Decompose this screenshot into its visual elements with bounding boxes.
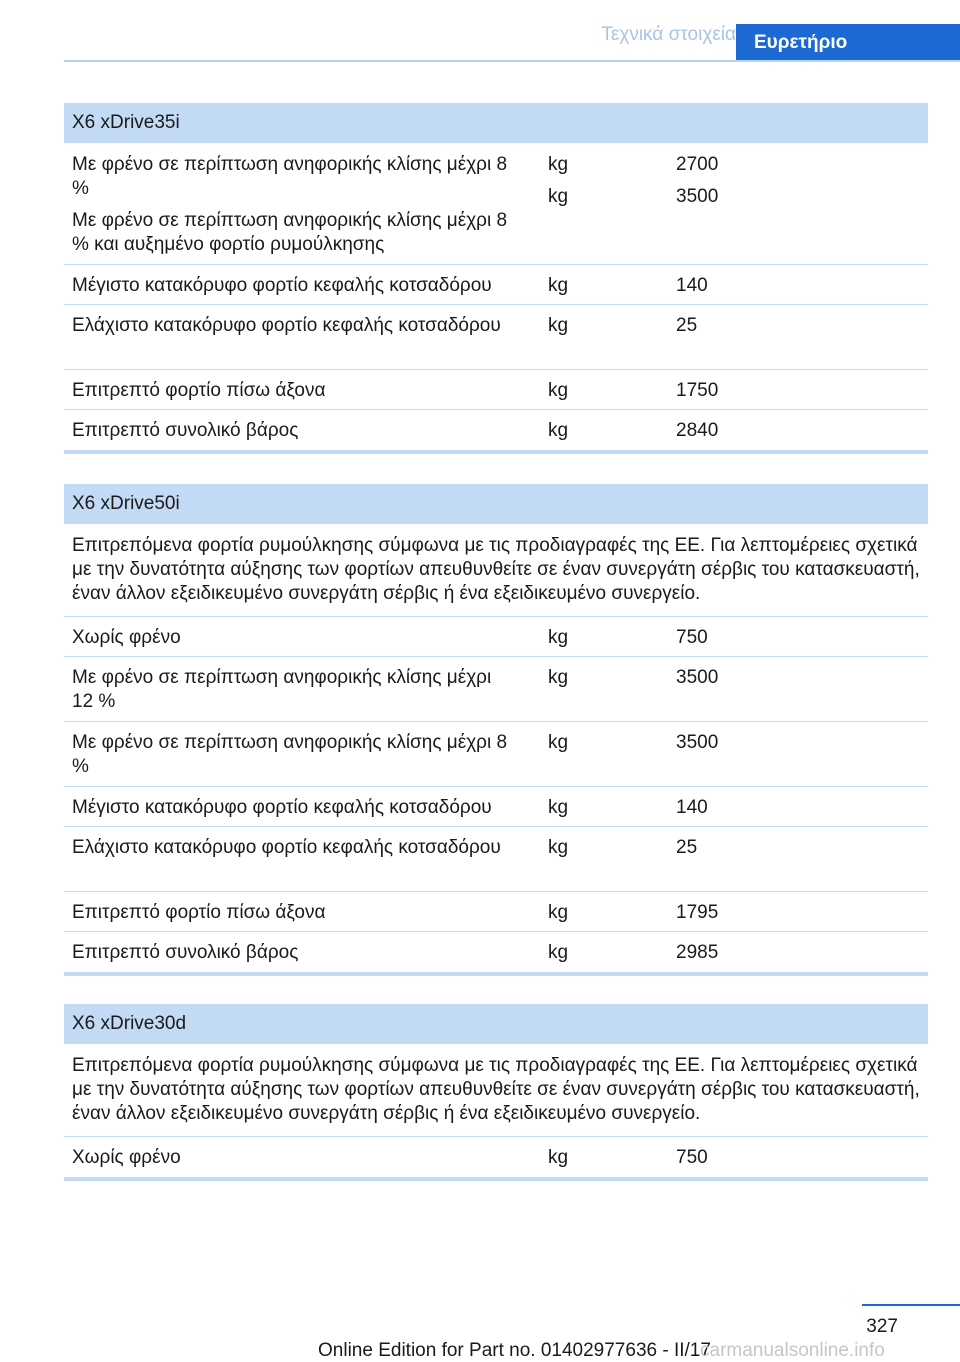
row-value: 3500 bbox=[676, 667, 719, 688]
section-title: X6 xDrive35i bbox=[64, 103, 928, 143]
tab-technical-data[interactable]: Τεχνικά στοιχεία bbox=[601, 24, 736, 45]
row-label: Ελάχιστο κατακόρυφο φορτίο κεφαλής κοτσαδόρου bbox=[72, 315, 501, 336]
header-separator bbox=[64, 60, 960, 62]
row-unit: kg bbox=[548, 275, 569, 296]
row-unit: kg bbox=[548, 732, 569, 753]
section-end-bar bbox=[64, 1177, 928, 1181]
row-label: Επιτρεπτό συνολικό βάρος bbox=[72, 420, 299, 441]
row-unit: kg bbox=[548, 942, 569, 963]
table-row bbox=[64, 265, 928, 305]
row-unit: kg bbox=[548, 667, 569, 688]
row-unit: kg bbox=[548, 1147, 569, 1168]
row-value: 25 bbox=[676, 837, 698, 858]
page-number: 327 bbox=[866, 1316, 898, 1337]
row-label: Ελάχιστο κατακόρυφο φορτίο κεφαλής κοτσαδόρου bbox=[72, 837, 501, 858]
row-value: 3500 bbox=[676, 732, 719, 753]
row-label: Με φρένο σε περίπτωση ανηφορικής κλίσης μέχρι 8 % bbox=[72, 732, 508, 777]
row-label: Με φρένο σε περίπτωση ανηφορικής κλίσης μέχρι 8 % και αυξημένο φορτίο ρυμούλκησης bbox=[72, 210, 508, 255]
footer-rule bbox=[862, 1304, 960, 1306]
table-row bbox=[64, 617, 928, 657]
table-row bbox=[64, 657, 928, 722]
row-value: 3500 bbox=[676, 186, 719, 207]
table-row bbox=[64, 143, 928, 265]
section-title: X6 xDrive30d bbox=[64, 1004, 928, 1044]
table-row bbox=[64, 370, 928, 410]
row-value: 25 bbox=[676, 315, 698, 336]
table-row bbox=[64, 787, 928, 827]
page-header bbox=[0, 0, 960, 62]
section-end-bar bbox=[64, 972, 928, 976]
row-value: 2840 bbox=[676, 420, 719, 441]
row-label: Επιτρεπτό φορτίο πίσω άξονα bbox=[72, 380, 326, 401]
row-label: Επιτρεπτό συνολικό βάρος bbox=[72, 942, 299, 963]
table-row bbox=[64, 932, 928, 972]
row-label: Επιτρεπτό φορτίο πίσω άξονα bbox=[72, 902, 326, 923]
row-unit: kg bbox=[548, 627, 569, 648]
row-unit: kg bbox=[548, 902, 569, 923]
section-note: Επιτρεπόμενα φορτία ρυμούλκησης σύμφωνα με τις προδιαγραφές της ΕΕ. Για λεπτομέρειες σχετικά με την δυνατότητα αύξησης των φορτίων απευθυνθείτε σε έναν συνεργάτη σέρβις του κατασκευαστή, έναν άλλον εξειδικευμένο συνεργάτη σέρβις ή ένα εξειδικευμένο συνεργείο. bbox=[64, 524, 928, 617]
row-label: Χωρίς φρένο bbox=[72, 627, 181, 648]
table-row bbox=[64, 827, 928, 892]
section-title: X6 xDrive50i bbox=[64, 484, 928, 524]
row-value: 2700 bbox=[676, 154, 719, 175]
row-unit: kg bbox=[548, 837, 569, 858]
section-x6-xdrive35i bbox=[64, 103, 928, 454]
row-unit: kg bbox=[548, 315, 569, 336]
table-row bbox=[64, 1137, 928, 1177]
table-row bbox=[64, 892, 928, 932]
row-unit: kg bbox=[548, 797, 569, 818]
watermark: carmanualsonline.info bbox=[700, 1340, 885, 1361]
section-x6-xdrive50i bbox=[64, 484, 928, 976]
row-unit: kg bbox=[548, 154, 569, 175]
row-value: 1795 bbox=[676, 902, 719, 923]
row-unit: kg bbox=[548, 420, 569, 441]
table-row bbox=[64, 722, 928, 787]
table-row bbox=[64, 305, 928, 370]
edition-note: Online Edition for Part no. 01402977636 - II/17 bbox=[318, 1340, 711, 1361]
row-label: Μέγιστο κατακόρυφο φορτίο κεφαλής κοτσαδόρου bbox=[72, 797, 492, 818]
section-note: Επιτρεπόμενα φορτία ρυμούλκησης σύμφωνα με τις προδιαγραφές της ΕΕ. Για λεπτομέρειες σχετικά με την δυνατότητα αύξησης των φορτίων απευθυνθείτε σε έναν συνεργάτη σέρβις του κατασκευαστή, έναν άλλον εξειδικευμένο συνεργάτη σέρβις ή ένα εξειδικευμένο συνεργείο. bbox=[64, 1044, 928, 1137]
row-unit: kg bbox=[548, 186, 569, 207]
row-value: 750 bbox=[676, 1147, 708, 1168]
row-value: 1750 bbox=[676, 380, 719, 401]
row-value: 140 bbox=[676, 275, 708, 296]
row-label: Με φρένο σε περίπτωση ανηφορικής κλίσης μέχρι 12 % bbox=[72, 667, 492, 712]
table-row bbox=[64, 410, 928, 450]
tab-index[interactable]: Ευρετήριο bbox=[736, 24, 960, 62]
section-end-bar bbox=[64, 450, 928, 454]
row-value: 140 bbox=[676, 797, 708, 818]
row-value: 750 bbox=[676, 627, 708, 648]
row-label: Με φρένο σε περίπτωση ανηφορικής κλίσης μέχρι 8 % bbox=[72, 154, 508, 199]
row-value: 2985 bbox=[676, 942, 719, 963]
row-label: Μέγιστο κατακόρυφο φορτίο κεφαλής κοτσαδόρου bbox=[72, 275, 492, 296]
section-x6-xdrive30d bbox=[64, 1004, 928, 1181]
row-unit: kg bbox=[548, 380, 569, 401]
row-label: Χωρίς φρένο bbox=[72, 1147, 181, 1168]
